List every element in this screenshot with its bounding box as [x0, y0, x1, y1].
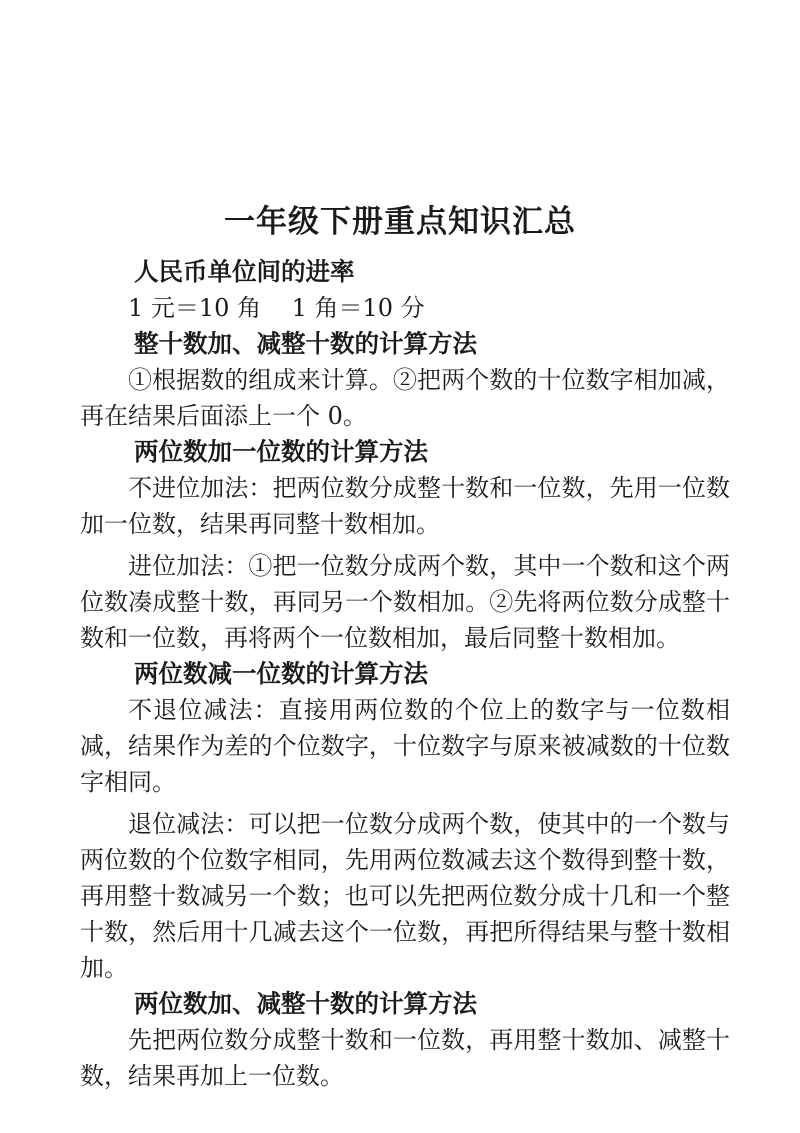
paragraph: 先把两位数分成整十数和一位数，再用整十数加、减整十数，结果再加上一位数。	[80, 1026, 730, 1090]
section-heading: 人民币单位间的进率	[134, 257, 355, 286]
page-title: 一年级下册重点知识汇总	[224, 204, 576, 240]
section-heading: 两位数加、减整十数的计算方法	[134, 989, 477, 1018]
paragraph: 1 元＝10 角 1 角＝10 分	[128, 294, 425, 322]
content	[80, 254, 730, 1094]
paragraph: 退位减法：可以把一位数分成两个数，使其中的一个数与两位数的个位数字相同，先用两位数减去这个数得到整十数，再用整十数减另一个数；也可以先把两位数分成十几和一个整十数，然后用十几减去这个一位数，再把所得结果与整十数相加。	[80, 810, 730, 982]
section-heading: 两位数减一位数的计算方法	[134, 659, 428, 688]
paragraph: ①根据数的组成来计算。②把两个数的十位数字相加减，再在结果后面添上一个 0。	[80, 366, 730, 430]
paragraph: 进位加法：①把一位数分成两个数，其中一个数和这个两位数凑成整十数，再同另一个数相加。②先将两位数分成整十数和一位数，再将两个一位数相加，最后同整十数相加。	[80, 552, 730, 652]
paragraph: 不退位减法：直接用两位数的个位上的数字与一位数相减，结果作为差的个位数字，十位数字与原来被减数的十位数字相同。	[80, 696, 730, 796]
section-heading: 整十数加、减整十数的计算方法	[134, 329, 477, 358]
paragraph: 不进位加法：把两位数分成整十数和一位数，先用一位数加一位数，结果再同整十数相加。	[80, 474, 730, 538]
section-heading: 两位数加一位数的计算方法	[134, 437, 428, 466]
